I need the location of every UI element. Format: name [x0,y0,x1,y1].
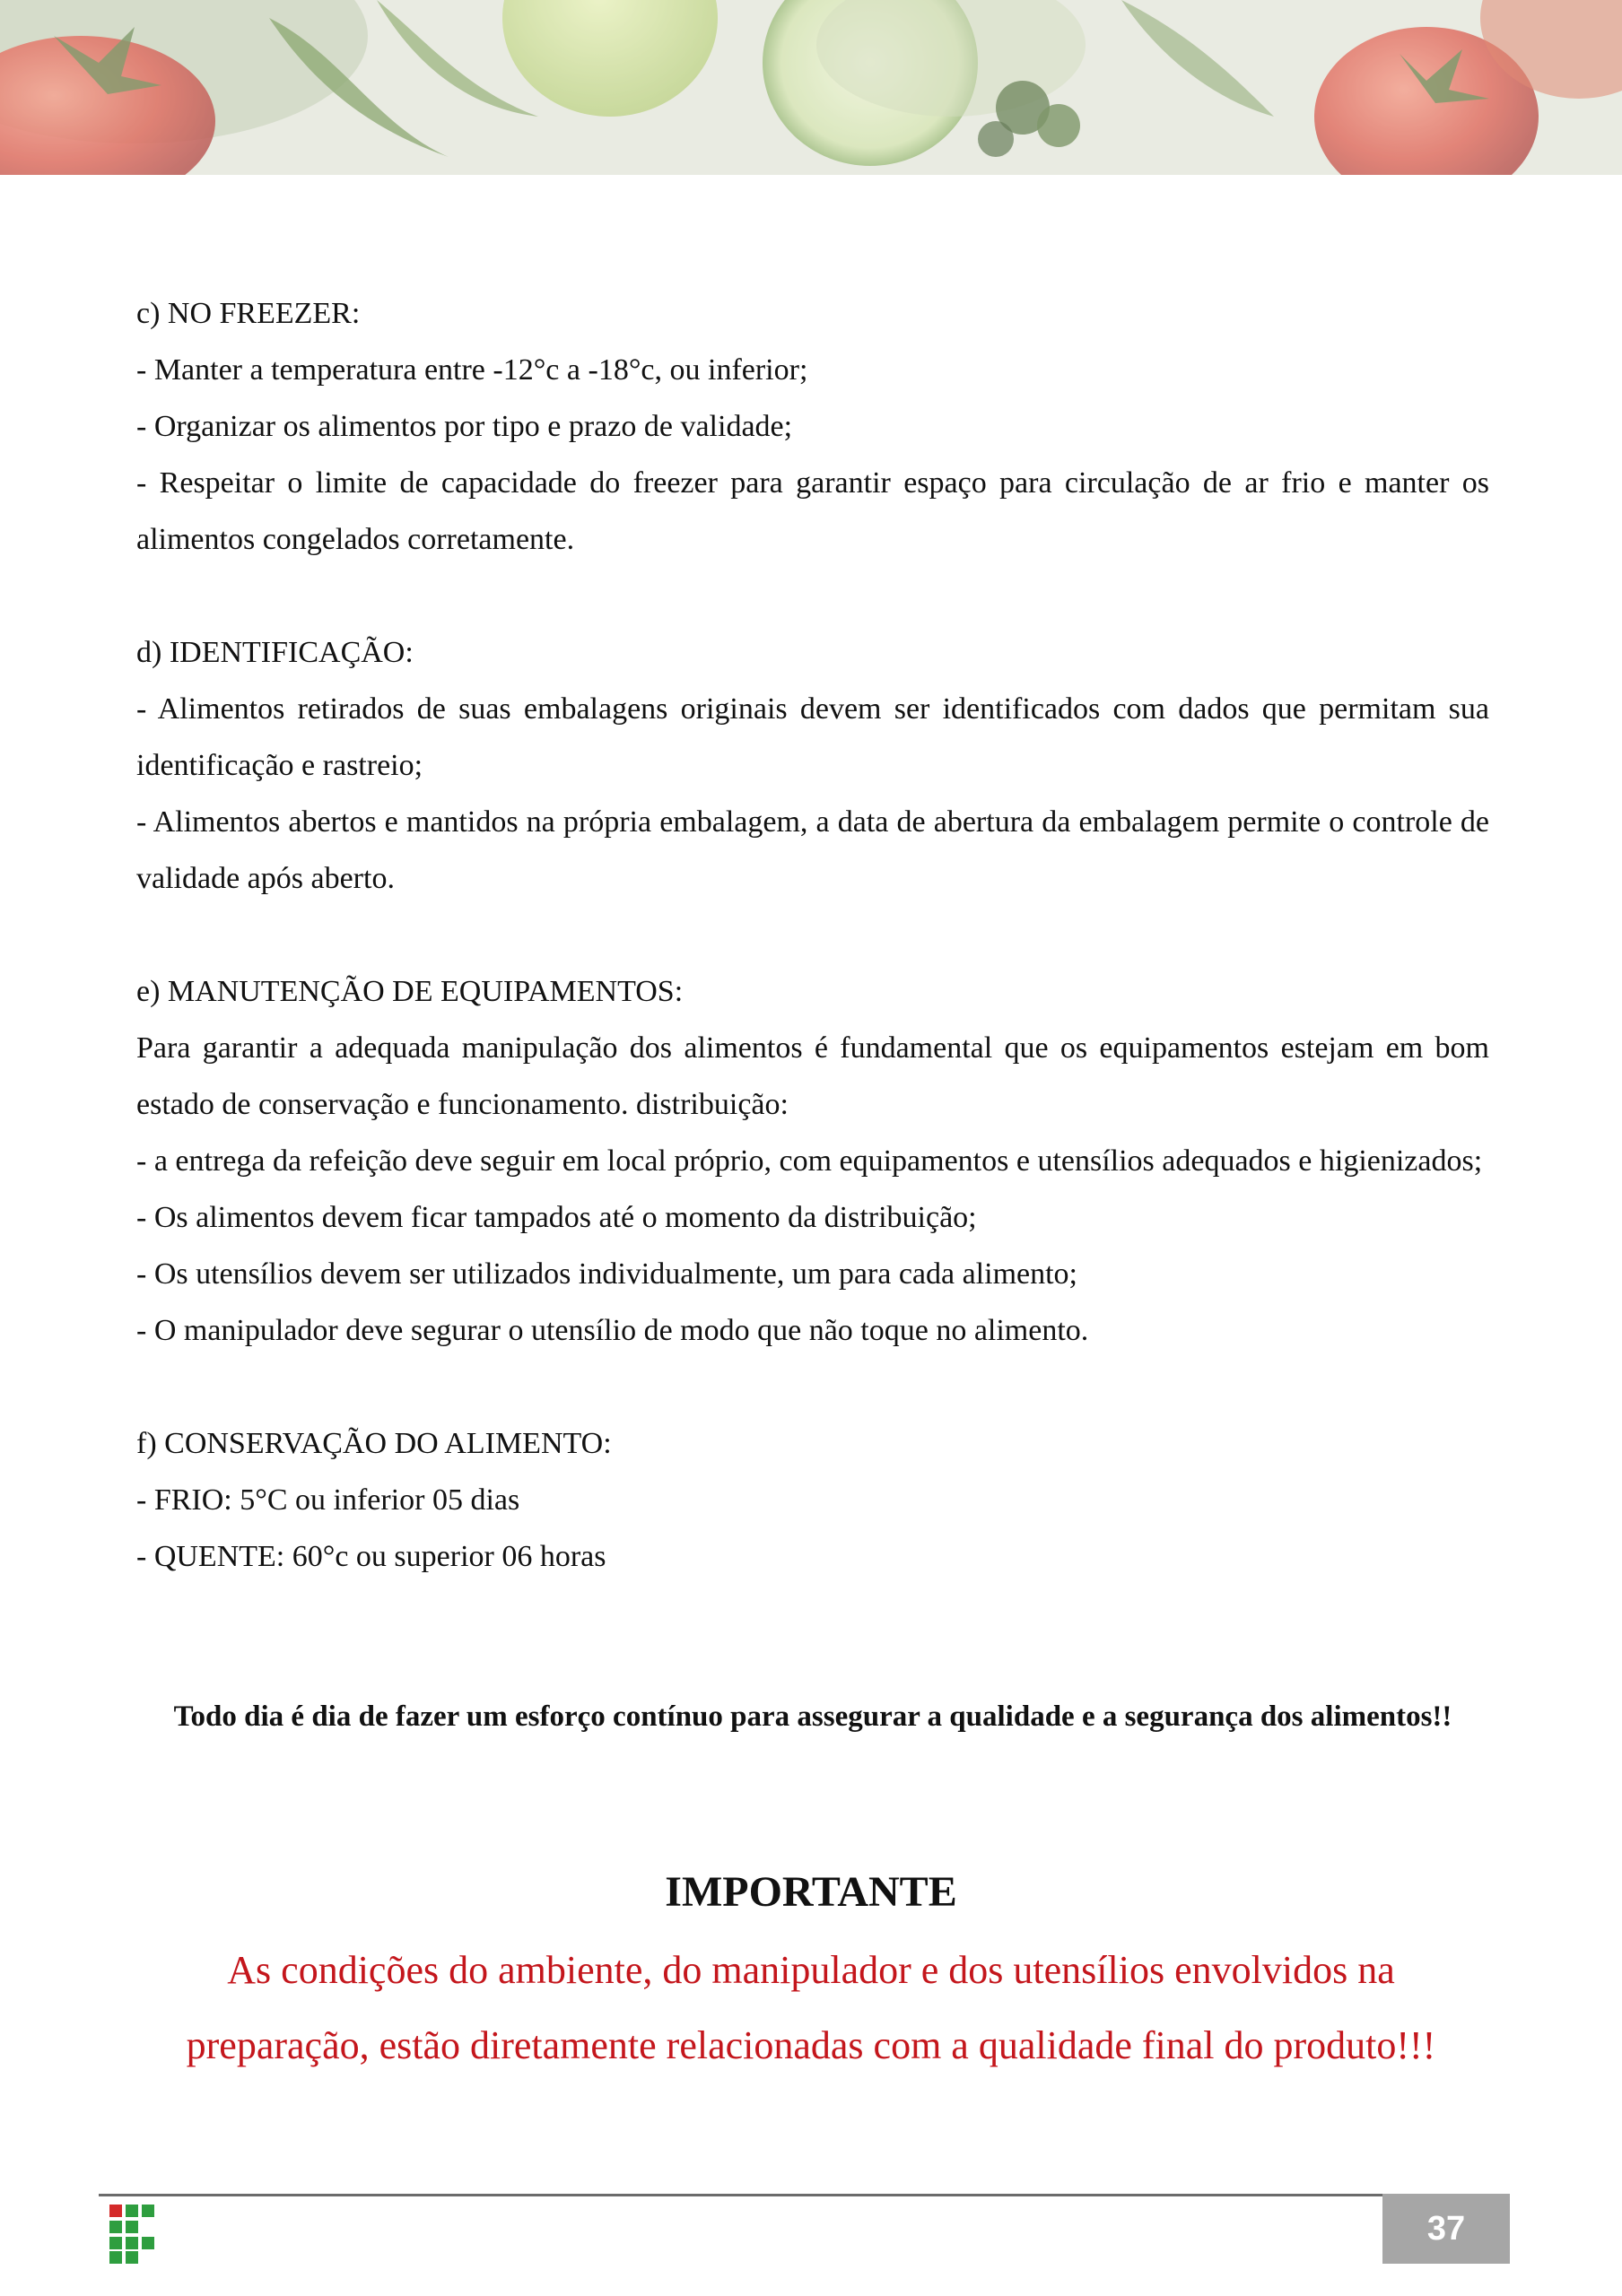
paragraph: - Respeitar o limite de capacidade do freezer para garantir espaço para circulação de ar frio e manter os alimentos congelados corretamente. [136,466,1489,556]
institution-logo-icon [109,2205,156,2264]
section-heading: e) MANUTENÇÃO DE EQUIPAMENTOS: [136,975,684,1008]
important-title: IMPORTANTE [665,1868,957,1916]
paragraph: - Alimentos abertos e mantidos na própria embalagem, a data de abertura da embalagem permite o controle de validade após aberto. [136,805,1489,895]
section-manutencao [136,963,1489,1359]
page-number: 37 [1426,2209,1466,2248]
footer-divider [99,2194,1510,2196]
vegetables-banner [0,0,1622,175]
vegetables-banner-image [0,0,1622,175]
section-heading: d) IDENTIFICAÇÃO: [136,636,414,669]
page-number-box [1382,2194,1510,2264]
paragraph: Para garantir a adequada manipulação dos alimentos é fundamental que os equipamentos estejam em bom estado de conservação e funcionamento. distribuição: [136,1031,1489,1121]
section-identificacao [136,624,1489,907]
closing-statement: Todo dia é dia de fazer um esforço contínuo para assegurar a qualidade e a segurança dos alimentos!! [173,1700,1452,1733]
section-freezer [136,285,1489,568]
paragraph: - Organizar os alimentos por tipo e prazo de validade; [136,410,793,443]
section-heading: c) NO FREEZER: [136,297,361,330]
paragraph: - O manipulador deve segurar o utensílio de modo que não toque no alimento. [136,1314,1089,1347]
paragraph: - FRIO: 5°C ou inferior 05 dias [136,1483,520,1517]
section-heading: f) CONSERVAÇÃO DO ALIMENTO: [136,1427,612,1460]
paragraph: - QUENTE: 60°c ou superior 06 horas [136,1540,606,1573]
paragraph: - a entrega da refeição deve seguir em local próprio, com equipamentos e utensílios adequados e higienizados; [136,1144,1483,1178]
document-body [136,285,1489,1641]
paragraph: - Alimentos retirados de suas embalagens originais devem ser identificados com dados que permitam sua identificação e rastreio; [136,692,1489,782]
paragraph: - Os utensílios devem ser utilizados individualmente, um para cada alimento; [136,1257,1078,1291]
section-conservacao [136,1415,1489,1585]
paragraph: - Os alimentos devem ficar tampados até o momento da distribuição; [136,1201,977,1234]
paragraph: - Manter a temperatura entre -12°c a -18°c, ou inferior; [136,353,808,387]
important-text: As condições do ambiente, do manipulador e dos utensílios envolvidos na preparação, estão diretamente relacionadas com a qualidade final do produto!!! [186,1948,1436,2067]
